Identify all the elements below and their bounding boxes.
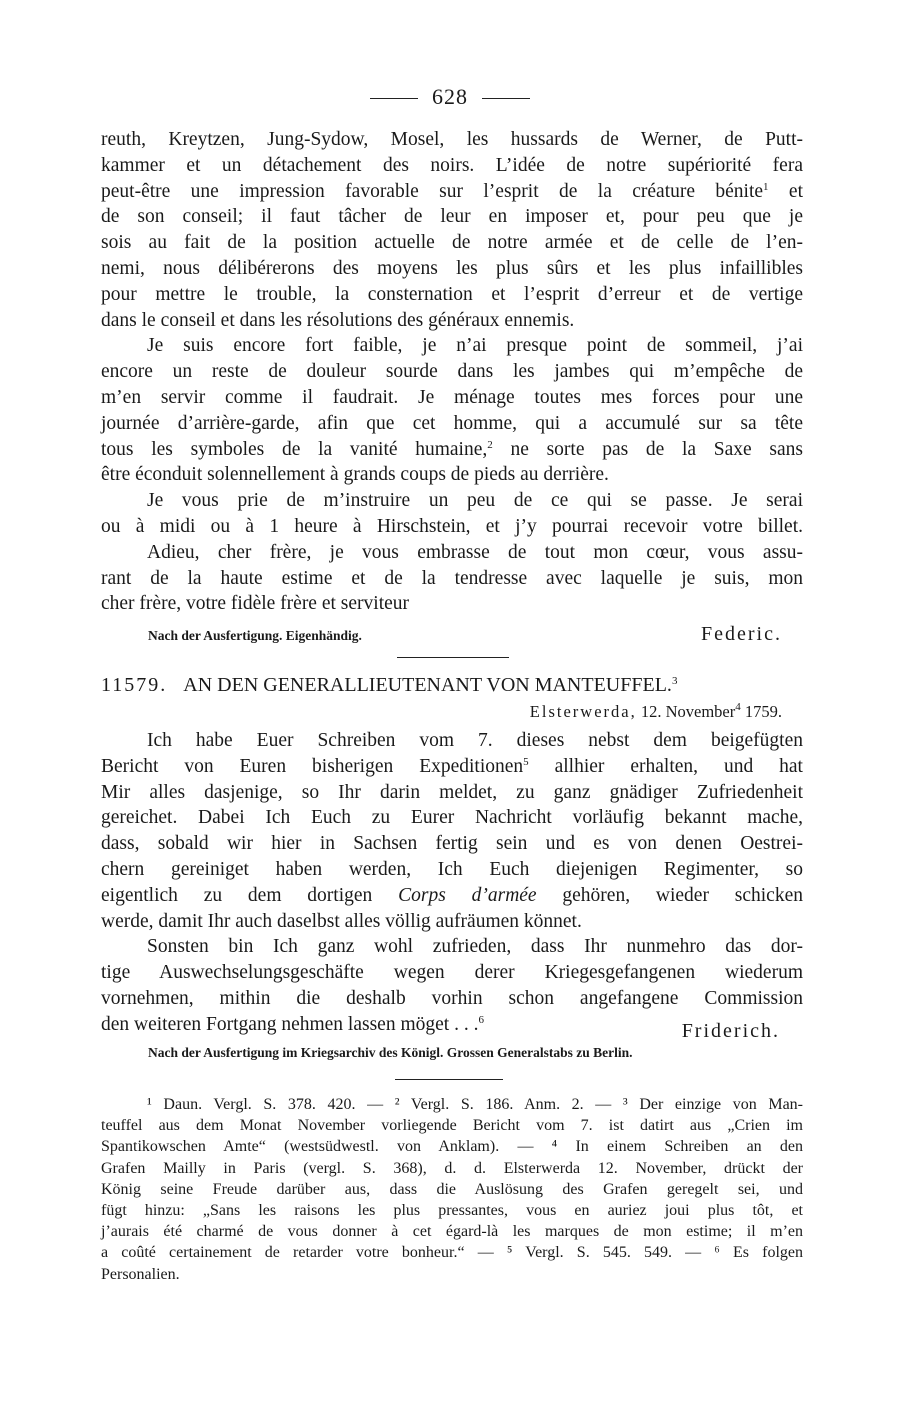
text-line: Bericht von Euren bisherigen Expeditionen$^5$ allhier erhalten, und hat [101,755,803,777]
text-line: werde, damit Ihr auch daselbst alles völlig aufräumen könnet. [101,910,582,932]
footnote-ref: 6 [478,1013,484,1026]
text-line: pour mettre le trouble, la consternation et l’esprit d’erreur et de vertige [101,283,803,305]
text-line: dans le conseil et dans les résolutions des généraux ennemis. [101,309,575,331]
text-line: reuth, Kreytzen, Jung-Sydow, Mosel, les hussards de Werner, de Putt- [101,129,803,150]
footnotes [101,1094,803,1285]
footnote-line: Grafen Mailly in Paris (vergl. S. 368), d. d. Elsterwerda 12. November, drückt der [101,1159,803,1177]
text-line: de son conseil; il faut tâcher de leur en imposer et, pour peu que je [101,206,803,228]
footnote-line: a coûté certainement de retarder votre bonheur.“ — ⁵ Vergl. S. 545. 549. — ⁶ Es folgen [101,1244,803,1262]
header-dash-right [482,98,530,99]
footnote-ref: 2 [487,438,493,451]
footnote-ref: 3 [671,675,678,687]
footnote-ref: 1 [763,180,769,193]
footnote-line: Personalien. [101,1265,180,1283]
footnote-line: ¹ Daun. Vergl. S. 378. 420. — ² Vergl. S. 186. Anm. 2. — ³ Der einzige von Man- [147,1096,803,1113]
text-line: Je suis encore fort faible, je n’ai presque point de sommeil, j’ai [147,335,803,357]
header-dash-left [370,98,418,99]
footnote-ref: 4 [735,701,741,713]
signature: Friderich. [681,1020,780,1042]
footnote-line: fügt hinzu: „Sans les raisons les plus pressantes, vous en auriez joui plus tôt, et [101,1201,803,1219]
text-line: eigentlich zu dem dortigen Corps d’armée gehören, wieder schicken [101,884,803,906]
source-note: Nach der Ausfertigung im Kriegsarchiv des Königl. Grossen Generalstabs zu Berlin. [148,1045,633,1060]
text-line: être éconduit solennellement à grands coups de pieds au derrière. [101,464,609,486]
text-line: peut-être une impression favorable sur l’esprit de la créature bénite$^1$ et [101,180,804,202]
text-line: gereichet. Dabei Ich Euch zu Eurer Nachricht vorläufig bekannt mache, [101,807,803,829]
text-line: dass, sobald wir hier in Sachsen fertig sein und es von denen Oestrei- [101,833,803,855]
text-line: journée d’arrière-garde, afin que cet homme, qui a accumulé sur sa tête [101,412,803,434]
text-line: rant de la haute estime et de la tendresse avec laquelle je suis, mon [101,567,803,589]
text-line: encore un reste de douleur sourde dans les jambes qui m’empêche de [101,361,803,383]
letter-2-heading [101,674,803,697]
letter-title: AN DEN GENERALLIEUTENANT VON MANTEUFFEL. [183,674,672,696]
text-line: cher frère, votre fidèle frère et serviteur [101,593,410,615]
text-line: kammer et un détachement des noirs. L’idée de notre supériorité fera [101,154,803,176]
letter-date [530,702,782,722]
date-place: Elsterwerda, [529,702,637,721]
signature: Federic. [701,623,782,645]
letter-1-source-row [148,618,782,646]
text-line: nemi, nous délibérerons des moyens les plus sûrs et les plus infaillibles [101,257,803,279]
text-line: m’en servir comme il faudrait. Je ménage toutes mes forces pour une [101,386,803,408]
letter-1-body [101,127,803,617]
source-note: Nach der Ausfertigung. Eigenhändig. [148,628,362,643]
footnote-ref: 5 [523,755,529,768]
italic-term: Corps d’armée [398,884,537,906]
text-line: chern gereiniget haben werden, Ich Euch diejenigen Regimenter, so [101,858,803,880]
text-line: Ich habe Euer Schreiben vom 7. dieses nebst dem beigefügten [147,730,803,751]
section-divider [397,657,509,658]
footnote-line: j’aurais été charmé de vous donner à cet égard-là les marques de mon estime; il m’en [101,1223,803,1241]
text-line: Mir alles dasjenige, so Ihr darin meldet, zu ganz gnädiger Zufriedenheit [101,781,803,803]
text-line: Je vous prie de m’instruire un peu de ce qui se passe. Je serai [147,490,803,512]
text-line: vornehmen, mithin die deshalb vorhin schon angefangene Commission [101,987,803,1009]
text-line: Sonsten bin Ich ganz wohl zufrieden, dass Ihr nunmehro das dor- [147,936,803,958]
letter-2-body [101,728,803,1038]
date-day-month: 12. November [640,702,736,721]
footnote-line: teuffel aus dem Monat November vorliegende Bericht vom 7. ist datirt aus „Crien im [101,1117,803,1135]
footnote-divider [395,1079,503,1080]
footnote-line: Spantikowschen Amte“ (westsüdwestl. von Anklam). — ⁴ In einem Schreiben an den [101,1138,803,1156]
text-line: tige Auswechselungsgeschäfte wegen derer Kriegesgefangenen wiederum [101,962,803,984]
text-line: den weiteren Fortgang nehmen lassen möget . . .$^6$ [101,1013,484,1035]
text-line: ou à midi ou à 1 heure à Hirschstein, et j’y pourrai recevoir votre billet. [101,515,803,537]
text-line: Adieu, cher frère, je vous embrasse de tout mon cœur, vous assu- [147,541,803,563]
page-header [0,84,900,110]
text-line: tous les symboles de la vanité humaine,$^2$ ne sorte pas de la Saxe sans [101,438,803,460]
footnote-line: König seine Freude darüber aus, dass die Auslösung des Grafen geregelt sei, und [101,1180,803,1198]
text-line: sois au fait de la position actuelle de notre armée et de celle de l’en- [101,232,803,254]
letter-number: 11579. [101,674,168,696]
page-number: 628 [432,84,468,109]
date-year: 1759. [744,702,782,721]
